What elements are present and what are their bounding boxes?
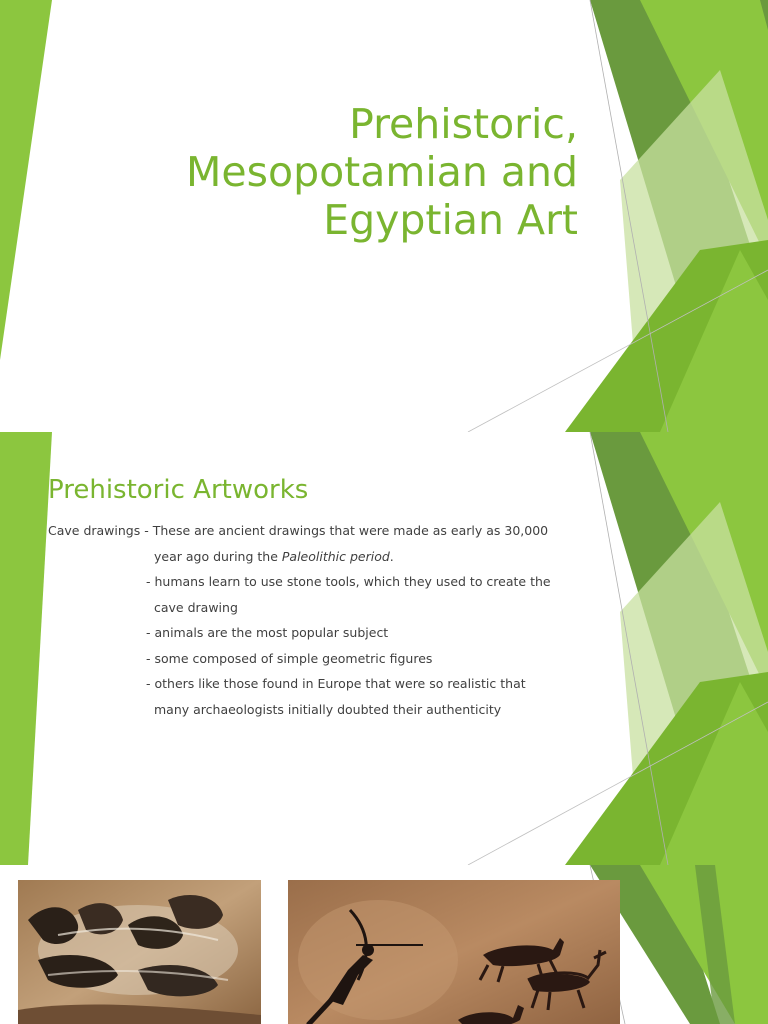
slide-title <box>158 100 578 244</box>
content-slide <box>0 432 768 865</box>
body-line: year ago during the Paleolithic period. <box>154 548 394 564</box>
title-line-1: Prehistoric, <box>349 100 578 148</box>
slide-body <box>48 518 588 722</box>
emphasis-text: Paleolithic period <box>281 548 390 564</box>
body-line: - animals are the most popular subject <box>146 625 389 640</box>
cave-painting-horses-image <box>18 880 261 1024</box>
body-line: - others like those found in Europe that were so realistic that <box>146 676 526 691</box>
title-slide <box>0 0 768 432</box>
body-line: many archaeologists initially doubted their authenticity <box>154 701 502 717</box>
body-line: cave drawing <box>154 599 238 615</box>
cave-painting-hunters-image <box>288 880 620 1024</box>
slide-heading: Prehistoric Artworks <box>48 475 309 505</box>
hunters-drawing <box>288 880 620 1024</box>
horses-drawing <box>18 880 261 1024</box>
body-line: Cave drawings - These are ancient drawings that were made as early as 30,000 <box>48 523 549 538</box>
body-line: - humans learn to use stone tools, which they used to create the <box>146 574 551 589</box>
title-line-3: Egyptian Art <box>323 196 578 244</box>
body-line: - some composed of simple geometric figures <box>146 650 433 666</box>
image-slide <box>0 865 768 1024</box>
title-line-2: Mesopotamian and <box>186 148 578 196</box>
